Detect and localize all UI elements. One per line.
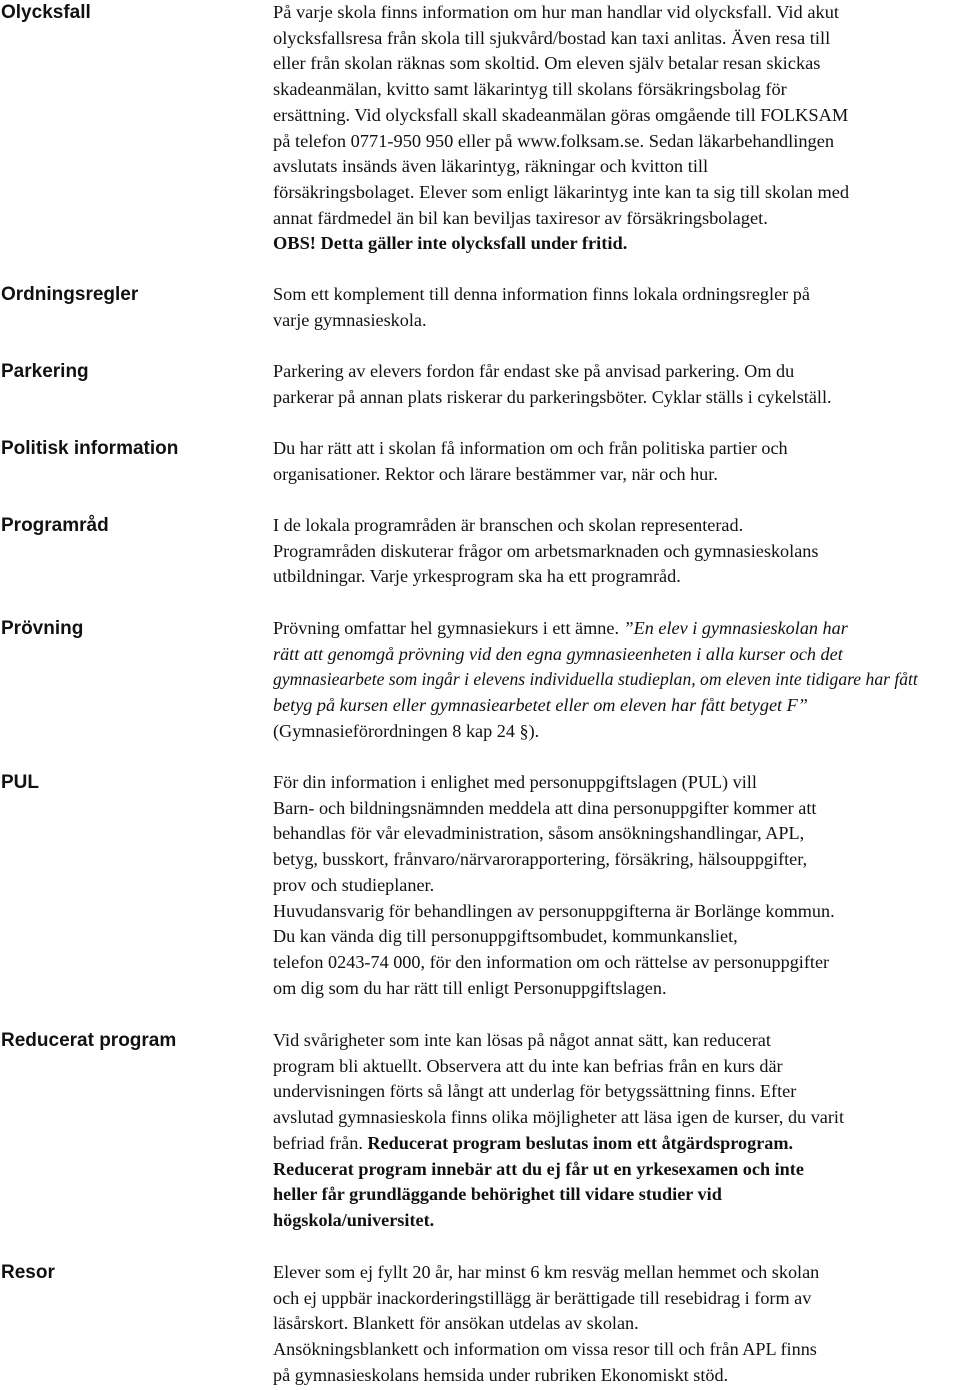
text-line: betyg, busskort, frånvaro/närvarorapportering, försäkring, hälsouppgifter, [273,849,808,870]
paragraph-parkering [273,359,957,410]
heading-parkering: Parkering [1,361,89,382]
text-line: Programråden diskuterar frågor om arbetsmarknaden och gymnasieskolans [273,540,819,561]
text-line [273,1131,957,1157]
text-line: Du har rätt att i skolan få information om och från politiska partier och [273,438,788,458]
text-line: Ansökningsblankett och information om vissa resor till och från APL finns [273,1339,817,1360]
bold-line: Reducerat program innebär att du ej får ut en yrkesexamen och inte [273,1158,804,1179]
text-line: undervisningen förts så långt att underlag för betygssättning finns. Efter [273,1081,797,1102]
text-line: Barn- och bildningsnämnden meddela att dina personuppgifter kommer att [273,797,817,818]
text-line: varje gymnasieskola. [273,309,427,330]
text-line: och ej uppbär inackorderingstillägg är berättigade till resebidrag i form av [273,1287,812,1308]
text-line: avslutats insänds även läkarintyg, räkningar och kvitton till [273,156,709,177]
citation: (Gymnasieförordningen 8 kap 24 §). [273,720,540,741]
text-line: program bli aktuellt. Observera att du inte kan befrias från en kurs där [273,1055,783,1076]
text-line [273,616,957,642]
text-line: Parkering av elevers fordon får endast ske på anvisad parkering. Om du [273,361,795,381]
text-line: om dig som du har rätt till enligt Personuppgiftslagen. [273,977,667,998]
paragraph-provning [273,616,957,745]
paragraph-resor [273,1260,957,1389]
text-line: läsårskort. Blankett för ansökan utdelas av skolan. [273,1313,639,1334]
text-line: ersättning. Vid olycksfall skall skadeanmälan göras omgående till FOLKSAM [273,104,849,125]
heading-reducerat-program: Reducerat program [1,1030,177,1051]
text-line: Vid svårigheter som inte kan lösas på något annat sätt, kan reducerat [273,1030,771,1050]
heading-politisk-information: Politisk information [1,438,179,459]
heading-programrad: Programråd [1,515,109,536]
heading-provning: Prövning [1,618,84,639]
text-line: utbildningar. Varje yrkesprogram ska ha ett programråd. [273,566,681,587]
bold-line: högskola/universitet. [273,1209,435,1230]
provning-intro: Prövning omfattar hel gymnasiekurs i ett ämne. [273,618,624,638]
paragraph-olycksfall [273,0,957,257]
text-line: För din information i enlighet med personuppgiftslagen (PUL) vill [273,772,757,792]
paragraph-politisk-information [273,436,957,487]
quote-line: betyg på kursen eller gymnasiearbetet eller om eleven har fått betyget F” [273,695,808,716]
reducerat-bold-start: Reducerat program beslutas inom ett åtgärdsprogram. [367,1132,794,1153]
text-line: på telefon 0771-950 950 eller på www.folksam.se. Sedan läkarbehandlingen [273,130,835,151]
text-line: Du kan vända dig till personuppgiftsombudet, kommunkansliet, [273,926,738,947]
text-line: försäkringsbolaget. Elever som enligt läkarintyg inte kan ta sig till skolan med [273,181,850,202]
text-line: olycksfallsresa från skola till sjukvård/bostad kan taxi anlitas. Även resa till [273,27,831,48]
text-line: skadeanmälan, kvitto samt läkarintyg till skolans försäkringsbolag för [273,79,787,100]
quote-line: rätt att genomgå prövning vid den egna gymnasieenheten i alla kurser och det [273,643,843,664]
text-line: på gymnasieskolans hemsida under rubriken Ekonomiskt stöd. [273,1364,729,1385]
text-line: I de lokala programråden är branschen och skolan representerad. [273,515,744,535]
paragraph-pul [273,770,957,1001]
text-line: annat färdmedel än bil kan beviljas taxiresor av försäkringsbolaget. [273,207,768,228]
quote-line: gymnasiearbete som ingår i elevens individuella studieplan, om eleven inte tidigare har fått [273,669,918,690]
heading-resor: Resor [1,1262,55,1283]
provning-quote-start: ”En elev i gymnasieskolan har [623,618,848,638]
paragraph-reducerat-program [273,1028,957,1234]
paragraph-ordningsregler [273,282,957,333]
text-line: Som ett komplement till denna information finns lokala ordningsregler på [273,284,810,304]
text-line: Elever som ej fyllt 20 år, har minst 6 km resväg mellan hemmet och skolan [273,1262,820,1282]
text-line: behandlas för vår elevadministration, såsom ansökningshandlingar, APL, [273,823,805,844]
text-line: parkerar på annan plats riskerar du parkeringsböter. Cyklar ställs i cykelställ. [273,386,832,407]
text-line: eller från skolan räknas som skoltid. Om eleven själv betalar resan skickas [273,53,821,74]
text-line: prov och studieplaner. [273,874,435,895]
heading-pul: PUL [1,772,39,793]
reducerat-normal: befriad från. [273,1132,368,1153]
text-line: Huvudansvarig för behandlingen av personuppgifterna är Borlänge kommun. [273,900,835,921]
obs-notice: OBS! Detta gäller inte olycksfall under fritid. [273,233,628,254]
text-line: På varje skola finns information om hur man handlar vid olycksfall. Vid akut [273,2,839,22]
text-line: organisationer. Rektor och lärare bestämmer var, när och hur. [273,463,718,484]
text-line: telefon 0243-74 000, för den information om och rättelse av personuppgifter [273,951,830,972]
paragraph-programrad [273,513,957,590]
heading-ordningsregler: Ordningsregler [1,284,139,305]
heading-olycksfall: Olycksfall [1,2,91,23]
text-line: avslutad gymnasieskola finns olika möjligheter att läsa igen de kurser, du varit [273,1107,845,1128]
bold-line: heller får grundläggande behörighet till vidare studier vid [273,1184,722,1205]
